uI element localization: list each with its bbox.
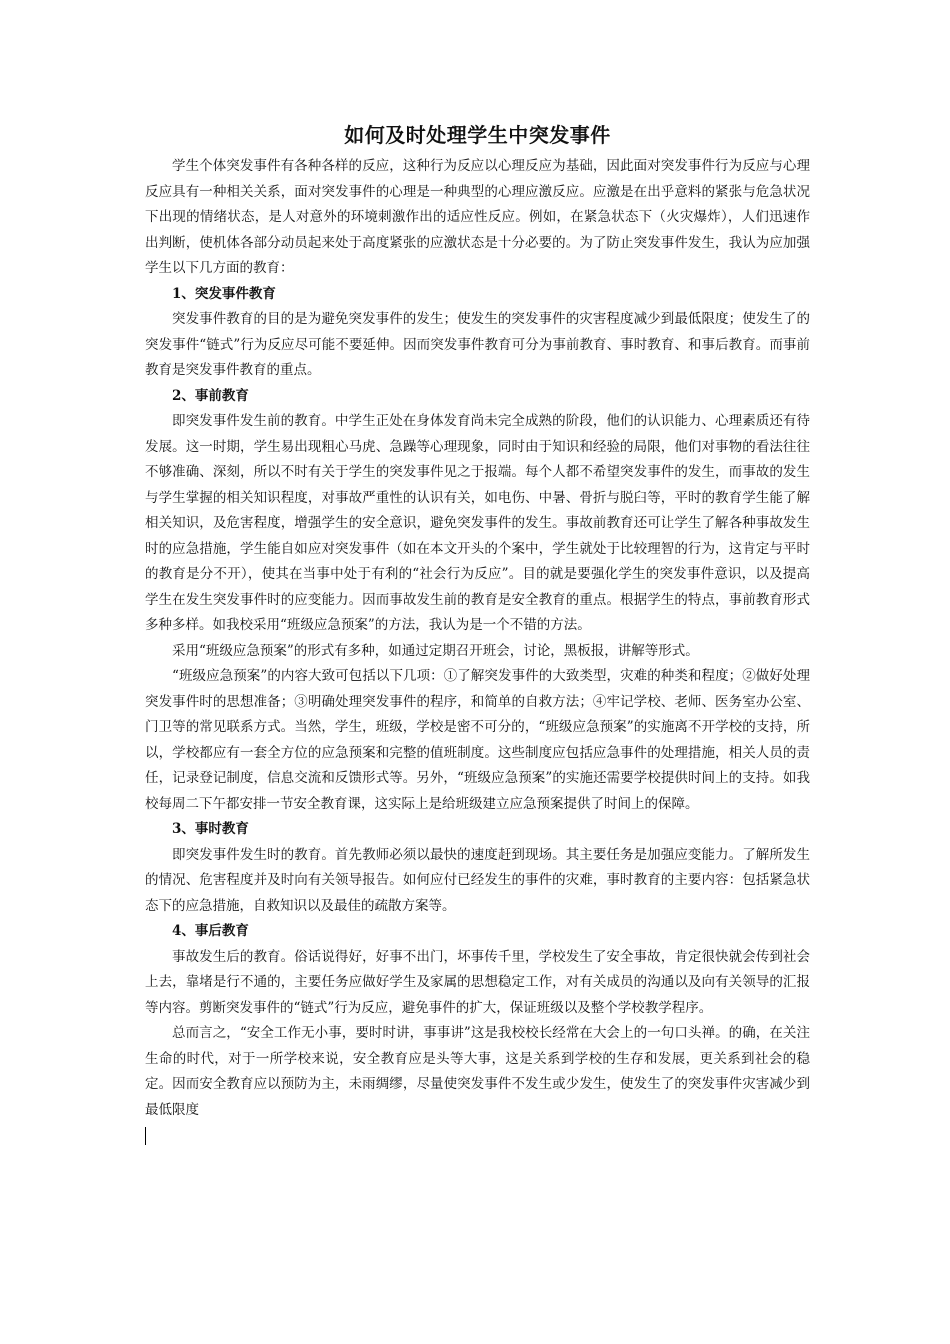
intro-paragraph: 学生个体突发事件有各种各样的反应，这种行为反应以心理反应为基础，因此面对突发事件行为反应与心理反应具有一种相关关系，面对突发事件的心理是一种典型的心理应激反应。应激是在出乎意料的紧张与危急状况下出现的情绪状态，是人对意外的环境刺激作出的适应性反应。例如，在紧急状态下（火灾爆炸），人们迅速作出判断，使机体各部分动员起来处于高度紧张的应激状态是十分必要的。为了防止突发事件发生，我认为应加强学生以下几方面的教育： xyxy=(145,158,810,276)
section-paragraph: 总而言之，“安全工作无小事，要时时讲，事事讲”这是我校校长经常在大会上的一句口头禅。的确，在关注生命的时代，对于一所学校来说，安全教育应是头等大事，这是关系到学校的生存和发展，更关系到社会的稳定。因而安全教育应以预防为主，未雨绸缪，尽量使突发事件不发生或少发生，使发生了的突发事件灾害减少到最低限度 xyxy=(145,1025,810,1118)
document-page xyxy=(145,118,810,1145)
section-paragraph: 突发事件教育的目的是为避免突发事件的发生；使发生的突发事件的灾害程度减少到最低限度；使发生了的突发事件“链式”行为反应尽可能不要延伸。因而突发事件教育可分为事前教育、事时教育、和事后教育。而事前教育是突发事件教育的重点。 xyxy=(145,311,810,378)
section-paragraph: 事故发生后的教育。俗话说得好，好事不出门，坏事传千里，学校发生了安全事故，肯定很快就会传到社会上去，靠堵是行不通的，主要任务应做好学生及家属的思想稳定工作，对有关成员的沟通以及向有关领导的汇报等内容。剪断突发事件的“链式”行为反应，避免事件的扩大，保证班级以及整个学校教学程序。 xyxy=(145,948,810,1016)
section-heading: 2、事前教育 xyxy=(172,387,249,404)
section-heading: 4、事后教育 xyxy=(172,923,249,939)
section-paragraph: 采用“班级应急预案”的形式有多种，如通过定期召开班会，讨论，黑板报，讲解等形式。 xyxy=(172,642,699,659)
document-title: 如何及时处理学生中突发事件 xyxy=(344,123,611,147)
text-cursor xyxy=(145,1127,146,1145)
section-paragraph: 即突发事件发生时的教育。首先教师必须以最快的速度赶到现场。其主要任务是加强应变能力。了解所发生的情况、危害程度并及时向有关领导报告。如何应付已经发生的事件的灾难，事时教育的主要内容：包括紧急状态下的应急措施，自救知识以及最佳的疏散方案等。 xyxy=(145,846,810,914)
section-paragraph: 即突发事件发生前的教育。中学生正处在身体发育尚未完全成熟的阶段，他们的认识能力、心理素质还有待发展。这一时期，学生易出现粗心马虎、急躁等心理现象，同时由于知识和经验的局限，他们对事物的看法往往不够准确、深刻，所以不时有关于学生的突发事件见之于报端。每个人都不希望突发事件的发生，而事故的发生与学生掌握的相关知识程度，对事故严重性的认识有关，如电伤、中暑、骨折与脱臼等，平时的教育学生能了解相关知识，及危害程度，增强学生的安全意识，避免突发事件的发生。事故前教育还可让学生了解各种事故发生时的应急措施，学生能自如应对突发事件（如在本文开头的个案中，学生就处于比较理智的行为，这肯定与平时的教育是分不开），使其在当事中处于有利的“社会行为反应”。目的就是要强化学生的突发事件意识，以及提高学生在发生突发事件时的应变能力。因而事故发生前的教育是安全教育的重点。根据学生的特点，事前教育形式多种多样。如我校采用“班级应急预案”的方法，我认为是一个不错的方法。 xyxy=(145,413,810,633)
section-heading: 1、突发事件教育 xyxy=(172,285,276,302)
section-paragraph: “班级应急预案”的内容大致可包括以下几项：①了解突发事件的大致类型，灾难的种类和程度；②做好处理突发事件时的思想准备；③明确处理突发事件的程序，和简单的自救方法；④牢记学校、老师、医务室办公室、门卫等的常见联系方式。当然，学生，班级，学校是密不可分的，“班级应急预案”的实施离不开学校的支持，所以，学校都应有一套全方位的应急预案和完整的值班制度。这些制度应包括应急事件的处理措施，相关人员的责任，记录登记制度，信息交流和反馈形式等。另外，“班级应急预案”的实施还需要学校提供时间上的支持。如我校每周二下午都安排一节安全教育课，这实际上是给班级建立应急预案提供了时间上的保障。 xyxy=(145,668,810,812)
section-heading: 3、事时教育 xyxy=(172,821,249,837)
